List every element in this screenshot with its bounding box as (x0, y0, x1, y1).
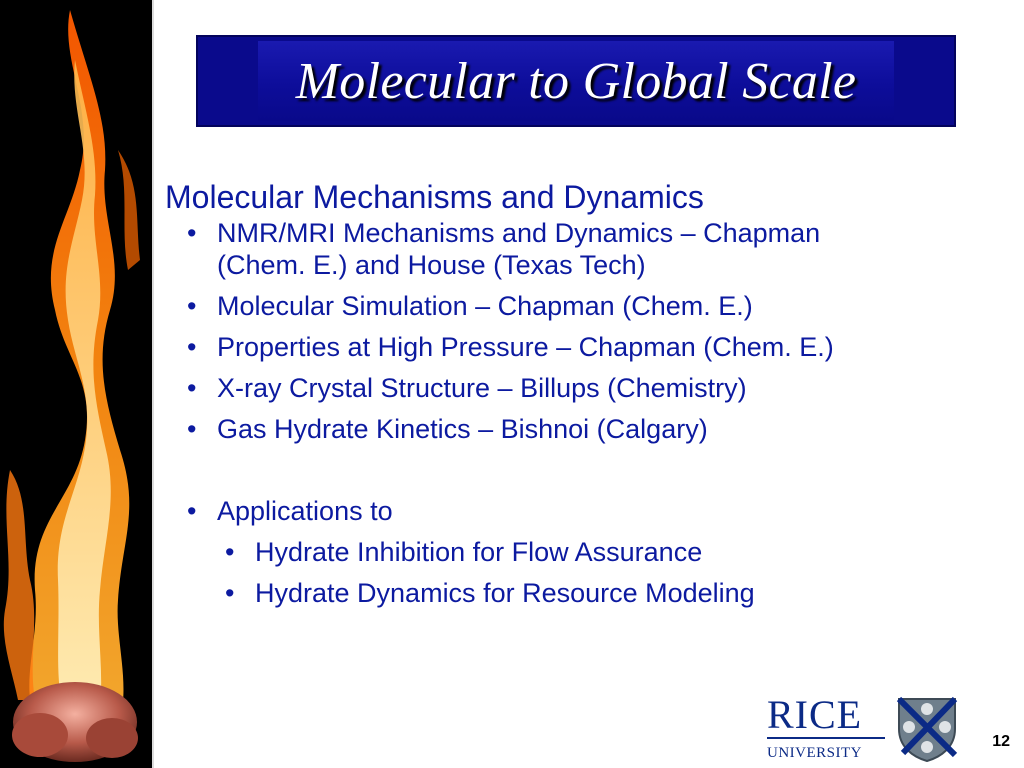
rice-owl-shield-icon (895, 695, 959, 763)
bullet-icon: • (187, 373, 197, 403)
bullet-icon: • (187, 218, 197, 248)
logo-wordmark: RICE (767, 692, 863, 737)
section-heading: Molecular Mechanisms and Dynamics (165, 179, 704, 215)
bullet-icon: • (225, 537, 235, 567)
list-item-text: Properties at High Pressure – Chapman (Chem. E.) (217, 332, 834, 362)
sub-list-item-text: Hydrate Inhibition for Flow Assurance (255, 537, 703, 567)
list-item (165, 331, 1005, 363)
burning-hydrate-flame-image (0, 0, 152, 768)
list-item (165, 290, 1005, 322)
slide-body (165, 177, 1005, 618)
list-item-text: Molecular Simulation – Chapman (Chem. E.) (217, 291, 753, 321)
sub-list-item-text: Hydrate Dynamics for Resource Modeling (255, 578, 755, 608)
list-item (165, 372, 1005, 404)
slide-title: Molecular to Global Scale (295, 52, 857, 110)
bullet-icon: • (187, 332, 197, 362)
bullet-icon: • (187, 496, 197, 526)
bullet-icon: • (225, 578, 235, 608)
title-banner (196, 35, 956, 127)
list-item-text: NMR/MRI Mechanisms and Dynamics – Chapman (217, 218, 821, 248)
applications-item (165, 495, 1005, 527)
list-item (165, 413, 1005, 445)
bullet-icon: • (187, 291, 197, 321)
applications-list (165, 495, 1005, 609)
list-item (165, 217, 1005, 281)
topic-list (165, 217, 1005, 445)
page-number: 12 (992, 733, 1010, 750)
list-spacer (165, 454, 1005, 495)
list-item-text: X-ray Crystal Structure – Billups (Chemistry) (217, 373, 747, 403)
applications-label: Applications to (217, 496, 393, 526)
rice-university-logo (765, 693, 965, 768)
logo-subtitle: UNIVERSITY (767, 745, 862, 761)
list-item-continuation: (Chem. E.) and House (Texas Tech) (217, 250, 646, 280)
list-item-text: Gas Hydrate Kinetics – Bishnoi (Calgary) (217, 414, 708, 444)
logo-rule (767, 737, 885, 739)
sub-list-item (165, 536, 1005, 568)
flame-illustration (0, 0, 152, 768)
sub-list-item (165, 577, 1005, 609)
image-panel-edge (152, 0, 154, 768)
bullet-icon: • (187, 414, 197, 444)
